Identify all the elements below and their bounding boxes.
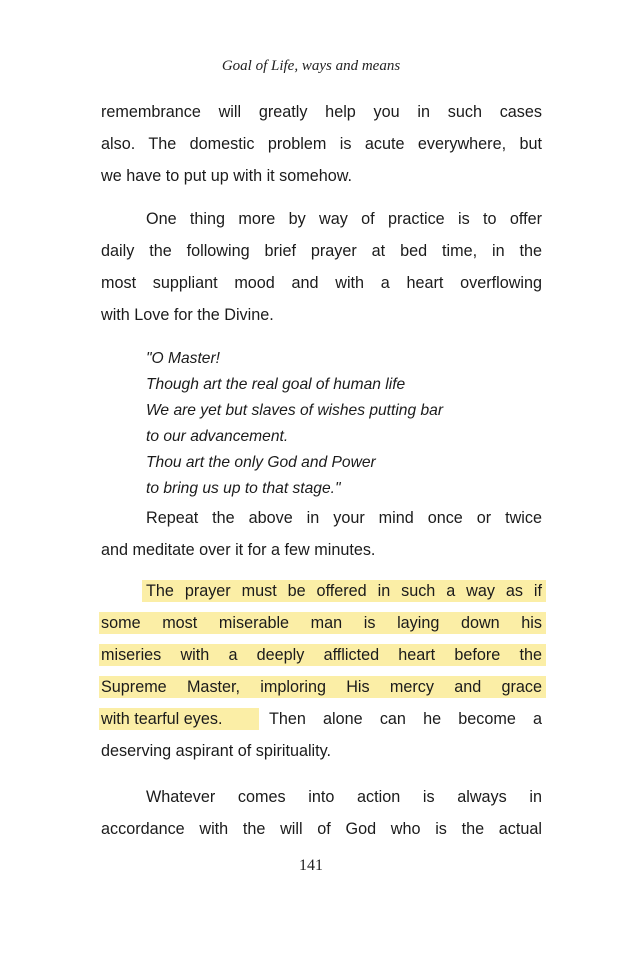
text-line: we have to put up with it somehow. xyxy=(101,167,353,185)
page-number: 141 xyxy=(299,857,323,874)
highlighted-text-line: miseries with a deeply afflicted heart before the xyxy=(101,646,542,664)
text-line: also. The domestic problem is acute everywhere, but xyxy=(101,135,542,153)
text-line: most suppliant mood and with a heart overflowing xyxy=(101,274,542,292)
highlighted-text-line: some most miserable man is laying down his xyxy=(101,614,542,632)
highlighted-text-line: The prayer must be offered in such a way as if xyxy=(146,582,542,600)
text-line: Then alone can he become a xyxy=(269,710,542,728)
text-line: daily the following brief prayer at bed time, in the xyxy=(101,242,542,260)
prayer-line: Thou art the only God and Power xyxy=(146,454,376,471)
text-line: accordance with the will of God who is the actual xyxy=(101,820,542,838)
text-line: One thing more by way of practice is to offer xyxy=(146,210,542,228)
prayer-line: "O Master! xyxy=(146,350,220,367)
highlighted-text-line: Supreme Master, imploring His mercy and grace xyxy=(101,678,542,696)
highlighted-text-line: with tearful eyes. xyxy=(101,710,223,728)
prayer-line: Though art the real goal of human life xyxy=(146,376,406,393)
prayer-line: to bring us up to that stage." xyxy=(146,480,341,497)
text-line: Whatever comes into action is always in xyxy=(146,788,542,806)
prayer-line: We are yet but slaves of wishes putting bar xyxy=(146,402,444,419)
text-line: remembrance will greatly help you in such cases xyxy=(101,103,542,121)
text-line: with Love for the Divine. xyxy=(101,306,274,324)
text-line: and meditate over it for a few minutes. xyxy=(101,541,376,559)
text-line: Repeat the above in your mind once or twice xyxy=(146,509,542,527)
text-line: deserving aspirant of spirituality. xyxy=(101,742,332,760)
prayer-line: to our advancement. xyxy=(146,428,289,445)
running-header: Goal of Life, ways and means xyxy=(221,58,401,74)
